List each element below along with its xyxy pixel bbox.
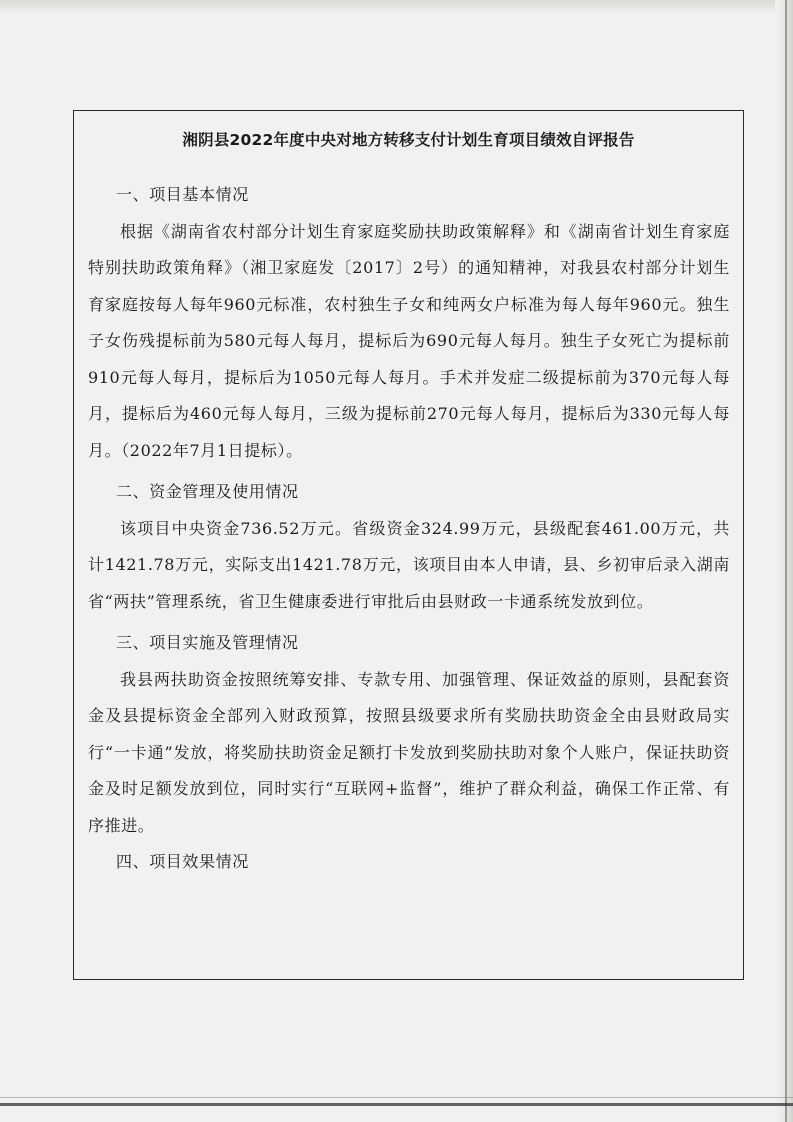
report-body — [88, 177, 730, 881]
section-heading-basic-info: 一、项目基本情况 — [116, 185, 249, 204]
report-frame — [73, 110, 744, 980]
section-paragraph-fund-management: 该项目中央资金736.52万元。省级资金324.99万元，县级配套461.00万元，共计1421.78万元，实际支出1421.78万元，该项目由本人申请，县、乡初审后录入湖南省“两扶”管理系统，省卫生健康委进行审批后由县财政一卡通系统发放到位。 — [88, 518, 730, 611]
scan-top-shadow — [0, 0, 793, 14]
section-paragraph-implementation: 我县两扶助资金按照统筹安排、专款专用、加强管理、保证效益的原则，县配套资金及县提标资金全部列入财政预算，按照县级要求所有奖励扶助资金全由县财政局实行“一卡通”发放，将奖励扶助资金足额打卡发放到奖励扶助对象个人账户，保证扶助资金及时足额发放到位，同时实行“互联网+监督”，维护了群众利益，确保工作正常、有序推进。 — [88, 669, 730, 835]
section-paragraph-basic-info: 根据《湖南省农村部分计划生育家庭奖励扶助政策解释》和《湖南省计划生育家庭特别扶助政策角释》（湘卫家庭发〔2017〕2号）的通知精神，对我县农村部分计划生育家庭按每人每年960元标准，农村独生子女和纯两女户标准为每人每年960元。独生子女伤残提标前为580元每人每月，提标后为690元每人每月。独生子女死亡为提标前910元每人每月，提标后为1050元每人每月。手术并发症二级提标前为370元每人每月，提标后为460元每人每月，三级为提标前270元每人每月，提标后为330元每人每月。（2022年7月1日提标）。 — [88, 221, 730, 460]
section-heading-fund-management: 二、资金管理及使用情况 — [116, 482, 299, 501]
scan-bottom-rule — [0, 1103, 793, 1106]
report-title: 湘阴县2022年度中央对地方转移支付计划生育项目绩效自评报告 — [182, 131, 635, 149]
scan-right-edge — [775, 0, 793, 1122]
section-heading-implementation: 三、项目实施及管理情况 — [116, 633, 299, 652]
scan-bottom-rule-thin — [0, 1097, 793, 1098]
section-heading-effects: 四、项目效果情况 — [116, 852, 249, 871]
